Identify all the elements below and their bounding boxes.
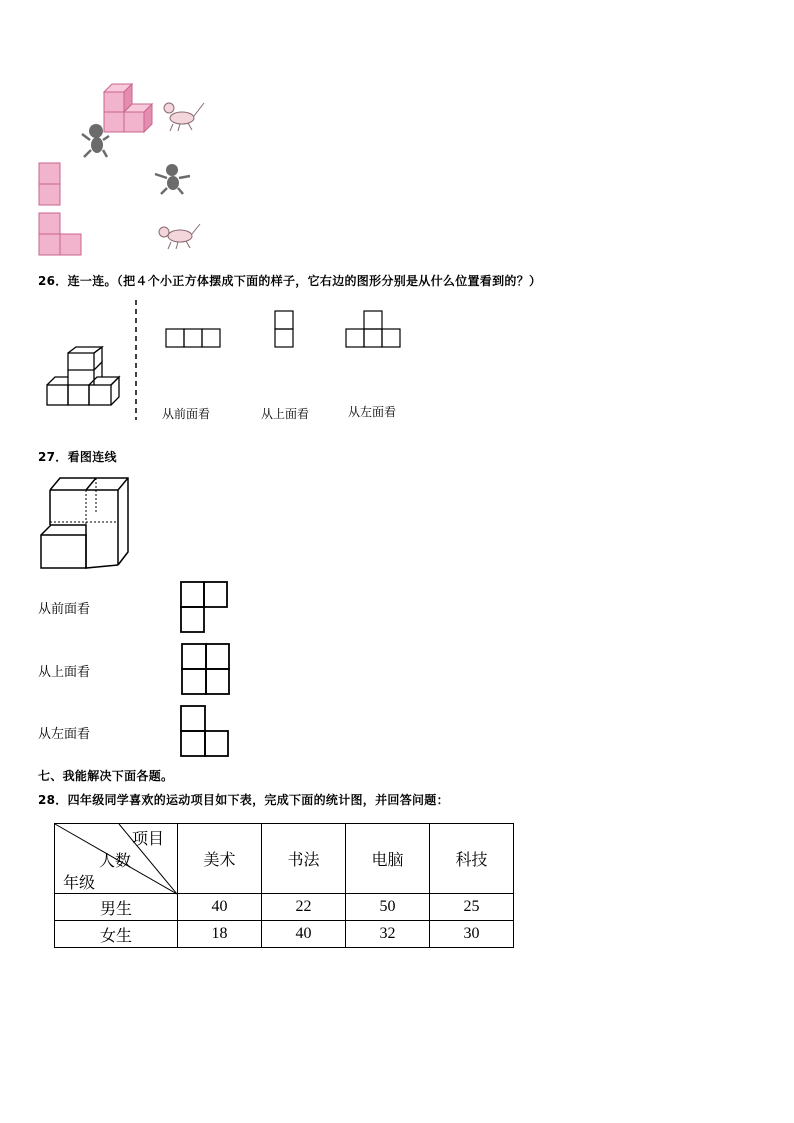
q26-label-left: 从左面看 (348, 405, 397, 419)
column-header: 书法 (262, 824, 346, 894)
sports-statistics-table (54, 823, 514, 948)
table-cell: 40 (262, 921, 346, 948)
column-header: 美术 (178, 824, 262, 894)
section-7-title: 七、我能解决下面各题。 (38, 769, 174, 783)
corner-label-item: 项目 (132, 831, 165, 848)
column-header: 科技 (430, 824, 514, 894)
column-header: 电脑 (346, 824, 430, 894)
question-26-title: 26．连一连。（把４个小正方体摆成下面的样子，它右边的图形分别是从什么位置看到的？） (38, 274, 542, 288)
q26-label-front: 从前面看 (162, 407, 211, 421)
table-cell: 30 (430, 921, 514, 948)
table-corner-header (55, 824, 178, 894)
corner-label-count: 人数 (99, 853, 132, 870)
row-label: 女生 (55, 921, 178, 948)
table-row (55, 894, 514, 921)
q27-label-top: 从上面看 (38, 665, 91, 680)
table-cell: 50 (346, 894, 430, 921)
q26-label-top: 从上面看 (261, 407, 310, 421)
table-cell: 18 (178, 921, 262, 948)
table-row (55, 921, 514, 948)
table-cell: 40 (178, 894, 262, 921)
dog-icon (159, 224, 200, 249)
corner-label-grade: 年级 (63, 875, 96, 892)
q27-cube-arrangement (0, 0, 794, 200)
table-cell: 32 (346, 921, 430, 948)
question-27-title: 27．看图连线 (38, 450, 117, 464)
table-cell: 22 (262, 894, 346, 921)
row-label: 男生 (55, 894, 178, 921)
table-cell: 25 (430, 894, 514, 921)
q27-label-front: 从前面看 (38, 602, 91, 617)
question-28-title: 28．四年级同学喜欢的运动项目如下表，完成下面的统计图，并回答问题： (38, 793, 449, 807)
q27-label-left: 从左面看 (38, 727, 91, 742)
